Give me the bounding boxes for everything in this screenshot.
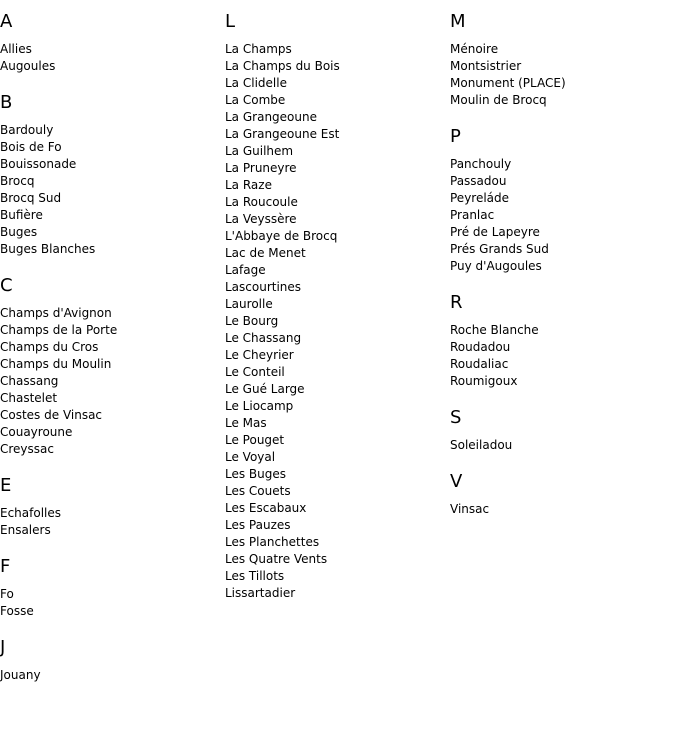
place-list bbox=[0, 122, 225, 258]
place-name-link[interactable]: Lafage bbox=[225, 263, 266, 277]
place-name-link[interactable]: Lascourtines bbox=[225, 280, 302, 294]
place-name-link[interactable]: Le Gué Large bbox=[225, 382, 305, 396]
section-letter-heading: J bbox=[0, 637, 6, 658]
place-list bbox=[450, 501, 675, 518]
place-name-link[interactable]: Roche Blanche bbox=[450, 323, 539, 337]
place-name-link[interactable]: Lac de Menet bbox=[225, 246, 306, 260]
place-name-link[interactable]: Passadou bbox=[450, 174, 507, 188]
place-name-link[interactable]: Fo bbox=[0, 587, 14, 601]
place-name-link[interactable]: Le Liocamp bbox=[225, 399, 294, 413]
place-name-link[interactable]: Les Planchettes bbox=[225, 535, 320, 549]
place-name-link[interactable]: L'Abbaye de Brocq bbox=[225, 229, 338, 243]
place-list bbox=[0, 667, 225, 684]
place-name-link[interactable]: Buges bbox=[0, 225, 38, 239]
section-letter-heading: A bbox=[0, 11, 13, 32]
place-name-link[interactable]: Prés Grands Sud bbox=[450, 242, 549, 256]
place-name-link[interactable]: Montsistrier bbox=[450, 59, 522, 73]
place-name-link[interactable]: La Champs bbox=[225, 42, 292, 56]
place-name-link[interactable]: La Veyssère bbox=[225, 212, 297, 226]
place-name-link[interactable]: Le Chassang bbox=[225, 331, 302, 345]
place-name-link[interactable]: Chastelet bbox=[0, 391, 58, 405]
place-name-link[interactable]: Soleiladou bbox=[450, 438, 513, 452]
place-name-link[interactable]: Bois de Fo bbox=[0, 140, 62, 154]
place-name-link[interactable]: Les Tillots bbox=[225, 569, 285, 583]
section-letter-heading: S bbox=[450, 407, 462, 428]
section-letter-heading: M bbox=[450, 11, 466, 32]
place-name-link[interactable]: Le Conteil bbox=[225, 365, 285, 379]
place-name-link[interactable]: Echafolles bbox=[0, 506, 62, 520]
section-letter-heading: V bbox=[450, 471, 463, 492]
place-name-link[interactable]: Roudaliac bbox=[450, 357, 509, 371]
place-name-link[interactable]: La Pruneyre bbox=[225, 161, 297, 175]
place-name-link[interactable]: Bardouly bbox=[0, 123, 54, 137]
place-name-link[interactable]: Ensalers bbox=[0, 523, 51, 537]
place-name-link[interactable]: Moulin de Brocq bbox=[450, 93, 547, 107]
index-section bbox=[0, 475, 225, 539]
section-letter-heading: E bbox=[0, 475, 12, 496]
section-letter-heading: L bbox=[225, 11, 236, 32]
place-name-link[interactable]: Champs du Moulin bbox=[0, 357, 112, 371]
place-name-link[interactable]: Vinsac bbox=[450, 502, 490, 516]
index-section bbox=[0, 637, 225, 684]
place-name-link[interactable]: Les Escabaux bbox=[225, 501, 307, 515]
place-name-link[interactable]: Le Voyal bbox=[225, 450, 276, 464]
place-list bbox=[450, 322, 675, 390]
place-name-link[interactable]: Lissartadier bbox=[225, 586, 296, 600]
place-name-link[interactable]: La Grangeoune bbox=[225, 110, 317, 124]
section-letter-heading: C bbox=[0, 275, 13, 296]
place-name-link[interactable]: Bufière bbox=[0, 208, 43, 222]
place-name-link[interactable]: Roudadou bbox=[450, 340, 511, 354]
place-name-link[interactable]: Le Bourg bbox=[225, 314, 279, 328]
index-section bbox=[450, 126, 675, 275]
place-name-link[interactable]: Monument (PLACE) bbox=[450, 76, 566, 90]
section-letter-heading: F bbox=[0, 556, 11, 577]
place-name-link[interactable]: Ménoire bbox=[450, 42, 499, 56]
place-name-link[interactable]: Fosse bbox=[0, 604, 34, 618]
place-name-link[interactable]: Augoules bbox=[0, 59, 56, 73]
place-name-link[interactable]: Le Mas bbox=[225, 416, 267, 430]
place-list bbox=[0, 505, 225, 539]
place-name-link[interactable]: Chassang bbox=[0, 374, 59, 388]
place-name-link[interactable]: La Grangeoune Est bbox=[225, 127, 340, 141]
place-name-link[interactable]: Buges Blanches bbox=[0, 242, 96, 256]
place-name-link[interactable]: Le Pouget bbox=[225, 433, 285, 447]
place-name-link[interactable]: La Raze bbox=[225, 178, 272, 192]
place-name-link[interactable]: Les Quatre Vents bbox=[225, 552, 328, 566]
index-section bbox=[450, 292, 675, 390]
index-section bbox=[225, 11, 450, 602]
place-name-link[interactable]: La Champs du Bois bbox=[225, 59, 340, 73]
place-name-link[interactable]: Costes de Vinsac bbox=[0, 408, 103, 422]
place-name-link[interactable]: Champs du Cros bbox=[0, 340, 99, 354]
place-name-link[interactable]: Laurolle bbox=[225, 297, 273, 311]
place-list bbox=[0, 305, 225, 458]
place-name-link[interactable]: Couayroune bbox=[0, 425, 73, 439]
place-list bbox=[450, 437, 675, 454]
place-name-link[interactable]: Allies bbox=[0, 42, 32, 56]
index-section bbox=[450, 407, 675, 454]
place-list bbox=[450, 156, 675, 275]
place-name-link[interactable]: Les Couets bbox=[225, 484, 291, 498]
place-name-link[interactable]: La Clidelle bbox=[225, 76, 287, 90]
place-name-link[interactable]: Les Buges bbox=[225, 467, 287, 481]
place-list bbox=[0, 586, 225, 620]
place-name-link[interactable]: Pranlac bbox=[450, 208, 495, 222]
place-list bbox=[0, 41, 225, 75]
place-name-link[interactable]: Brocq Sud bbox=[0, 191, 62, 205]
place-list bbox=[225, 41, 450, 602]
place-name-link[interactable]: Pré de Lapeyre bbox=[450, 225, 540, 239]
place-name-link[interactable]: Puy d'Augoules bbox=[450, 259, 542, 273]
place-name-link[interactable]: Champs de la Porte bbox=[0, 323, 118, 337]
place-name-link[interactable]: Bouissonade bbox=[0, 157, 77, 171]
place-name-link[interactable]: Jouany bbox=[0, 668, 41, 682]
index-section bbox=[450, 471, 675, 518]
place-name-link[interactable]: La Combe bbox=[225, 93, 286, 107]
place-name-link[interactable]: Brocq bbox=[0, 174, 35, 188]
section-letter-heading: P bbox=[450, 126, 461, 147]
place-list bbox=[450, 41, 675, 109]
index-section bbox=[0, 11, 225, 75]
index-section bbox=[0, 556, 225, 620]
place-name-link[interactable]: Panchouly bbox=[450, 157, 512, 171]
place-name-link[interactable]: Creyssac bbox=[0, 442, 54, 456]
place-name-link[interactable]: Peyreláde bbox=[450, 191, 510, 205]
index-column-3 bbox=[450, 0, 675, 518]
place-name-link[interactable]: La Roucoule bbox=[225, 195, 298, 209]
index-column-1 bbox=[0, 0, 225, 684]
index-section bbox=[0, 275, 225, 458]
place-name-link[interactable]: La Guilhem bbox=[225, 144, 294, 158]
place-name-link[interactable]: Les Pauzes bbox=[225, 518, 291, 532]
index-column-2 bbox=[225, 0, 450, 602]
place-name-link[interactable]: Le Cheyrier bbox=[225, 348, 294, 362]
section-letter-heading: R bbox=[450, 292, 463, 313]
place-name-link[interactable]: Roumigoux bbox=[450, 374, 518, 388]
index-section bbox=[450, 11, 675, 109]
place-name-link[interactable]: Champs d'Avignon bbox=[0, 306, 112, 320]
index-section bbox=[0, 92, 225, 258]
section-letter-heading: B bbox=[0, 92, 13, 113]
